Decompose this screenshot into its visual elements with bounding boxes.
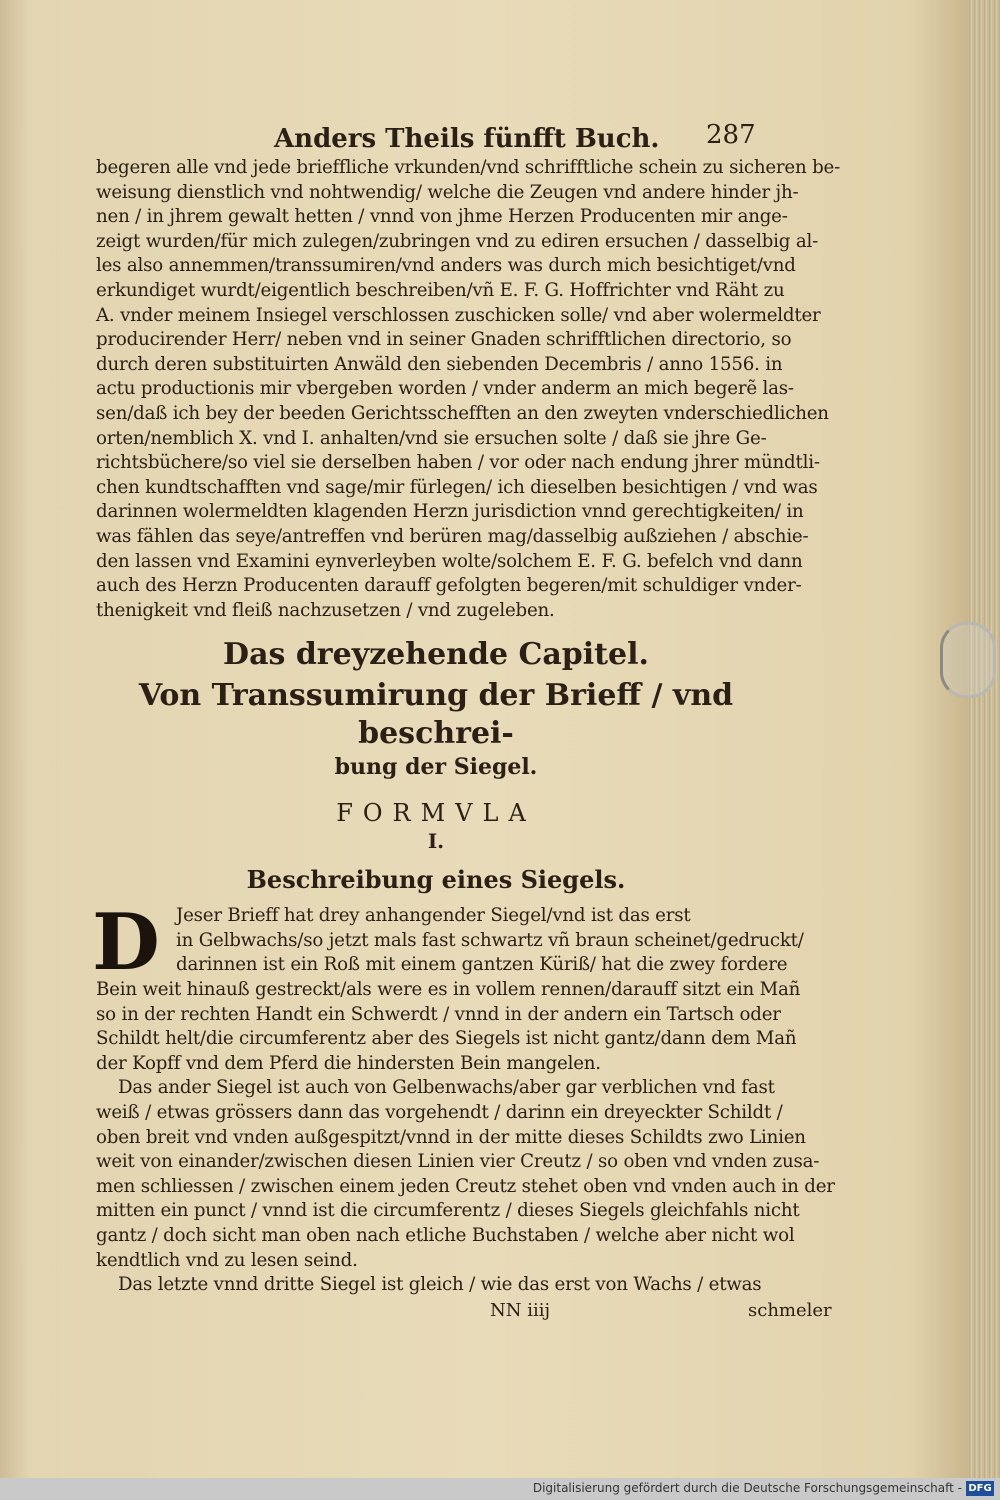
text-line: Jeser Brieff hat drey anhangender Siegel/vnd ist das erst — [176, 905, 691, 927]
formula-numeral: I. — [427, 829, 445, 854]
text-line: gantz / doch sicht man oben nach etliche Buchstaben / welche aber nicht wol — [96, 1225, 795, 1246]
text-line: actu productionis mir vbergeben worden / vnder anderm an mich begerẽ las- — [96, 378, 794, 400]
page-number: 287 — [706, 120, 756, 150]
text-line: begeren alle vnd jede brieffliche vrkunden/vnd schrifftliche schein zu sicheren be- — [96, 157, 841, 178]
text-line: erkundiget wurdt/eigentlich beschreiben/vñ E. F. G. Hoffrichter vnd Räht zu — [96, 279, 785, 301]
decorated-initial: D — [92, 897, 160, 989]
running-head — [96, 120, 776, 156]
text-line: in Gelbwachs/so jetzt mals fast schwartz vñ braun scheinet/gedruckt/ — [176, 929, 804, 951]
text-line: les also annemmen/transsumiren/vnd anders was durch mich besichtiget/vnd — [96, 255, 796, 277]
running-title: Anders Theils fünfft Buch. — [274, 124, 660, 154]
chapter-subheading: Von Transsumirung der Brieff / vnd beschrei- — [138, 678, 734, 752]
chapter-subheading-cont: bung der Siegel. — [334, 754, 538, 781]
text-line: der Kopff vnd dem Pferd die hindersten Bein mangelen. — [96, 1052, 601, 1074]
body-text-top — [96, 156, 841, 623]
text-line: so in der rechten Handt ein Schwerdt / vnnd in der andern ein Tartsch oder — [96, 1003, 781, 1025]
text-line: was fählen das seye/antreffen vnd berüren mag/dasselbig außziehen / abschie- — [96, 525, 809, 547]
text-line: den lassen vnd Examini eynverleyben wolte/solchem E. F. G. befelch vnd dann — [96, 550, 803, 572]
text-line: richtsbüchere/so viel sie derselben haben / vor oder nach endung jhrer mündtli- — [96, 452, 820, 474]
text-line: Das ander Siegel ist auch von Gelbenwachs/aber gar verblichen vnd fast — [118, 1077, 775, 1099]
text-line: Das letzte vnnd dritte Siegel ist gleich / wie das erst von Wachs / etwas — [118, 1274, 762, 1296]
credit-bar — [0, 1478, 1000, 1500]
text-line: chen kundtschafften vnd sage/mir fürlegen/ ich dieselben besichtigen / vnd was — [96, 476, 818, 498]
body-text-third-seal — [96, 1273, 776, 1298]
text-line: zeigt wurden/für mich zulegen/zubringen vnd zu ediren ersuchen / dasselbig al- — [96, 230, 819, 252]
text-line: producirender Herr/ neben vnd in seiner Gnaden schrifftlichen directorio, so — [96, 329, 792, 351]
text-line: men schliessen / zwischen einem jeden Creutz stehet oben vnd vnden auch in der — [96, 1175, 835, 1197]
page-footer — [96, 1298, 832, 1328]
text-line: mitten ein punct / vnnd ist die circumferentz / dieses Siegels gleichfahls nicht — [96, 1200, 800, 1222]
formula-label: FORMVLA — [336, 799, 536, 828]
text-line: darinnen ist ein Roß mit einem gantzen Küriß/ hat die zwey fordere — [176, 954, 788, 976]
signature-mark: NN iiij — [490, 1299, 551, 1321]
text-line: A. vnder meinem Insiegel verschlossen zuschicken solle/ vnd aber wolermeldter — [96, 304, 821, 326]
initial-paragraph — [92, 897, 804, 989]
text-line: darinnen wolermeldten klagenden Herzn jurisdiction vnnd gerechtigkeiten/ in — [96, 501, 804, 523]
text-line: weisung dienstlich vnd nohtwendig/ welche die Zeugen vnd andere hinder jh- — [96, 181, 799, 203]
text-line: sen/daß ich bey der beeden Gerichtsschefften an den zweyten vnderschiedlichen — [96, 402, 829, 424]
text-line: durch deren substituirten Anwäld den siebenden Decembris / anno 1556. in — [96, 353, 783, 375]
text-line: nen / in jhrem gewalt hetten / vnnd von jhme Herzen Producenten mir ange- — [96, 206, 788, 228]
page-content — [92, 120, 841, 1328]
section-title: Beschreibung eines Siegels. — [246, 865, 626, 895]
text-line: weit von einander/zwischen diesen Linien vier Creutz / so oben vnd vnden zusa- — [96, 1151, 820, 1173]
body-text-second-seal — [96, 1076, 835, 1273]
text-line: orten/nemblich X. vnd I. anhalten/vnd sie ersuchen solte / daß sie jhre Ge- — [96, 427, 767, 449]
text-line: kendtlich vnd zu lesen seind. — [96, 1249, 358, 1271]
chapter-heading: Das dreyzehende Capitel. — [223, 637, 649, 673]
text-line: Bein weit hinauß gestreckt/als were es in vollem rennen/darauff sitzt ein Mañ — [96, 979, 801, 1001]
paper-clip — [940, 622, 996, 698]
text-line: oben breit vnd vnden außgespitzt/vnnd in der mitte dieses Schildts zwo Linien — [96, 1126, 806, 1148]
text-line: Schildt helt/die circumferentz aber des Siegels ist nicht gantz/dann dem Mañ — [96, 1028, 797, 1050]
credit-text: Digitalisierung gefördert durch die Deutsche Forschungsgemeinschaft - — [532, 1481, 962, 1495]
catchword: schmeler — [748, 1299, 832, 1321]
page-stack-edge — [968, 0, 1000, 1478]
text-line: auch des Herzn Producenten darauff gefolgten begeren/mit schuldiger vnder- — [96, 575, 802, 597]
body-text-after-initial — [96, 978, 801, 1076]
dfg-logo-icon: DFG — [966, 1481, 994, 1496]
text-line: thenigkeit vnd fleiß nachzusetzen / vnd zugeleben. — [96, 599, 555, 621]
text-line: weiß / etwas grössers dann das vorgehendt / darinn ein dreyeckter Schildt / — [96, 1102, 783, 1124]
